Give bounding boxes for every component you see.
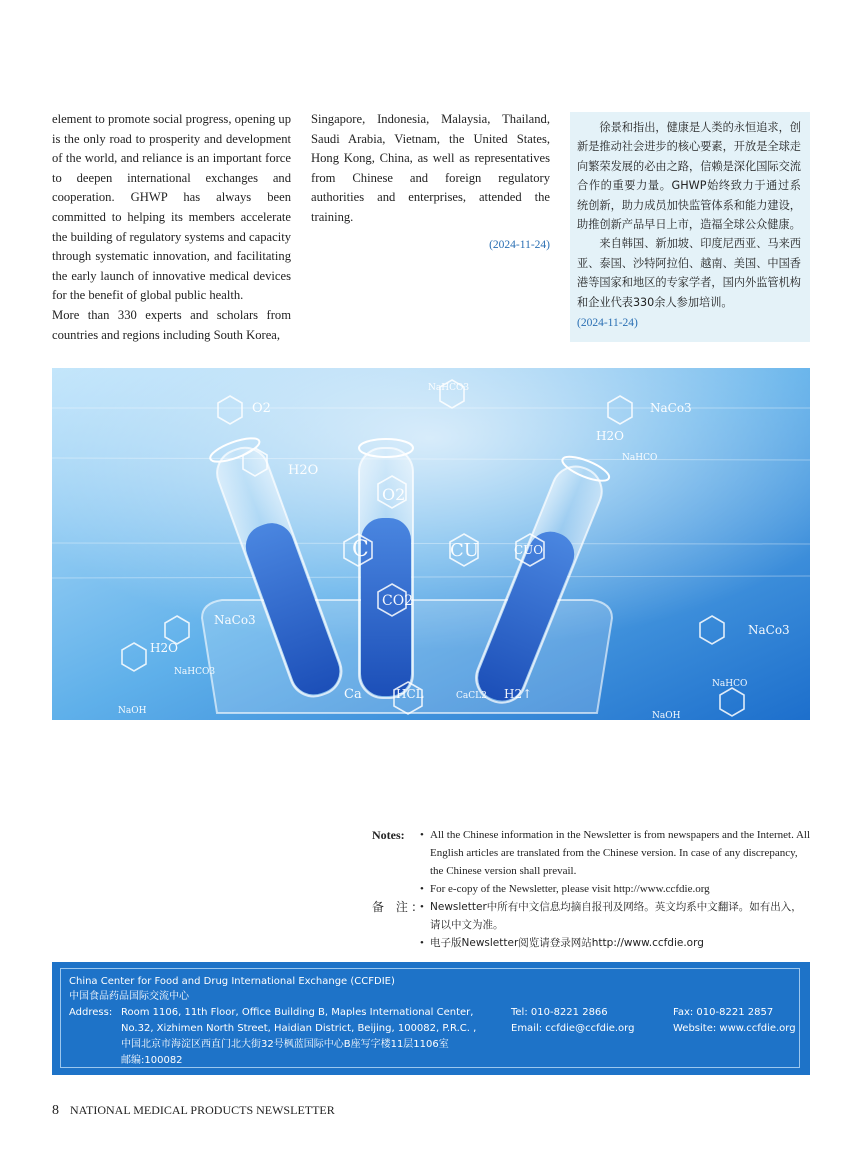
email-link[interactable]: Email: ccfdie@ccfdie.org [511,1023,635,1034]
address-line: No.32, Xizhimen North Street, Haidian District, Beijing, 100082, P.R.C. , [121,1023,477,1034]
formula-label: O2 [382,485,406,504]
chinese-article-date: (2024-11-24) [577,317,638,330]
formula-label: CU [450,540,479,561]
lab-test-tubes-image [52,368,810,720]
formula-label: NaCo3 [748,623,790,637]
page-footer [52,1103,335,1119]
formula-label: NaCo3 [650,401,692,415]
fax: Fax: 010-8221 2857 [673,1007,774,1018]
formula-label: NaHCO [622,453,658,463]
bullet: • [420,937,424,949]
formula-label: NaCo3 [214,613,256,627]
formula-label: H2O [596,429,624,443]
formula-label: CO2 [382,593,414,609]
article-paragraph: Singapore, Indonesia, Malaysia, Thailand, Saudi Arabia, Vietnam, the United States, Hong Kong, China, as well as representatives from Chinese and foreign regulatory authorities and enterprises, attended the training. [311,112,550,224]
note-item: Newsletter中所有中文信息均摘自报刊及网络。英文均系中文翻译。如有出入，请以中文为准。 [430,901,802,931]
address-label: Address: [69,1007,113,1018]
org-name-en: China Center for Food and Drug International Exchange (CCFDIE) [69,976,395,987]
postcode: 邮编:100082 [121,1055,183,1066]
formula-label: H2↑ [504,687,533,701]
publication-title: NATIONAL MEDICAL PRODUCTS NEWSLETTER [70,1103,335,1117]
lab-illustration [52,368,810,720]
article-paragraph: element to promote social progress, opening up is the only road to prosperity and development of the world, and reliance is an important force to deepen international exchanges and cooperation. GHWP has always been committed to helping its members accelerate the building of regulatory systems and capacity through systematic innovation, and facilitating the early launch of innovative medical devices for the benefit of global public health. [52,112,291,303]
formula-label: NaHCO3 [428,383,470,393]
formula-label: NaOH [652,711,681,720]
contact-box [52,962,810,1075]
formula-label: H2O [288,463,319,478]
contact-frame [60,968,800,1068]
formula-label: O2 [252,401,271,416]
article-date: (2024-11-24) [489,238,550,251]
article-column-2 [311,110,550,255]
formula-label: H2O [150,641,178,655]
address-cn: 中国北京市海淀区西直门北大街32号枫蓝国际中心B座写字楼11层1106室 [121,1039,449,1050]
formula-label: CUO [514,543,544,557]
formula-label: NaHCO [712,679,748,689]
note-item: 电子版Newsletter阅览请登录网站http://www.ccfdie.org [430,937,704,949]
chinese-paragraph: 来自韩国、新加坡、印度尼西亚、马来西亚、泰国、沙特阿拉伯、越南、美国、中国香港等国家和地区的专家学者，国内外监管机构和企业代表330余人参加培训。 [577,237,801,309]
notes-section [372,826,812,952]
bullet: • [420,901,424,913]
formula-label: Ca [344,687,362,702]
formula-label: C [352,537,369,562]
chinese-article-box [570,112,810,342]
notes-label: Notes: [372,828,405,842]
formula-label: CaCL2 [456,691,487,701]
telephone: Tel: 010-8221 2866 [511,1007,608,1018]
note-item: All the Chinese information in the Newsletter is from newspapers and the Internet. All English articles are translated from the Chinese version. In case of any discrepancy, the Chinese version shall prevail. [430,829,811,877]
page-number: 8 [52,1103,59,1118]
website-link[interactable]: Website: www.ccfdie.org [673,1023,796,1034]
notes-label-cn: 备 注: [372,900,420,914]
bullet: • [420,883,424,895]
formula-label: HCL [396,687,424,701]
bullet: • [420,829,424,841]
formula-label: NaOH [118,706,147,716]
chinese-paragraph: 徐景和指出，健康是人类的永恒追求，创新是推动社会进步的核心要素，开放是全球走向繁荣发展的必由之路，信赖是深化国际交流合作的重要力量。GHWP始终致力于通过系统创新，助力成员加快监管体系和能力建设，助推创新产品早日上市，造福全球公众健康。 [577,121,801,232]
note-item: For e-copy of the Newsletter, please visit http://www.ccfdie.org [430,883,710,895]
address-line: Room 1106, 11th Floor, Office Building B, Maples International Center, [121,1007,474,1018]
formula-label: NaHCO3 [174,667,216,677]
org-name-cn: 中国食品药品国际交流中心 [69,991,189,1002]
article-paragraph: More than 330 experts and scholars from countries and regions including South Korea, [52,307,291,342]
article-column-1 [52,110,291,345]
